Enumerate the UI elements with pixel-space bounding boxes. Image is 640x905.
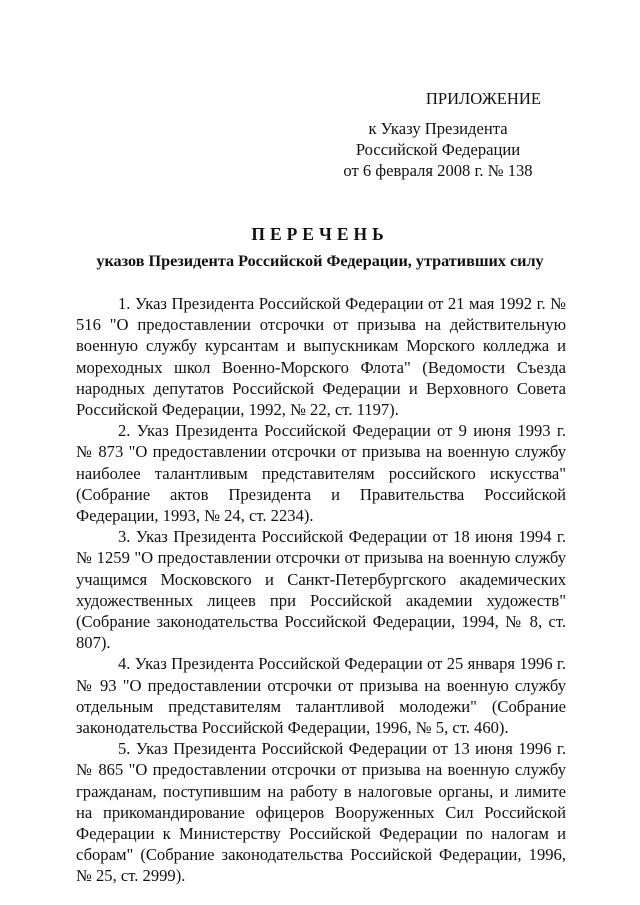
- document-subtitle: указов Президента Российской Федерации, утративших силу: [96, 252, 544, 270]
- appendix-label: ПРИЛОЖЕНИЕ: [425, 89, 541, 108]
- decree-reference-line-1: к Указу Президента: [368, 119, 508, 138]
- list-item: 2. Указ Президента Российской Федерации от 9 июня 1993 г. № 873 "О предоставлении отсрочки от призыва на военную службу наиболее талантливым представителям российского искусства" (Собрание актов Президента и Правительства Российской Федерации, 1993, № 24, ст. 2234).: [76, 421, 566, 526]
- document-title: ПЕРЕЧЕНЬ: [251, 224, 389, 244]
- decree-reference-line-2: Российской Федерации: [355, 140, 521, 159]
- list-item: 3. Указ Президента Российской Федерации от 18 июня 1994 г. № 1259 "О предоставлении отсрочки от призыва на военную службу учащимся Московского и Санкт-Петербургского академических художественных лицеев при Российской академии художеств" (Собрание законодательства Российской Федерации, 1994, № 8, ст. 807).: [76, 527, 566, 653]
- list-item: 1. Указ Президента Российской Федерации от 21 мая 1992 г. № 516 "О предоставлении отсрочки от призыва на действительную военную службу курсантам и выпускникам Морского колледжа и мореходных школ Военно-Морского Флота" (Ведомости Съезда народных депутатов Российской Федерации и Верховного Совета Российской Федерации, 1992, № 22, ст. 1197).: [76, 294, 566, 420]
- appendix-header: [318, 88, 558, 181]
- list-item: 4. Указ Президента Российской Федерации от 25 января 1996 г. № 93 "О предоставлении отсрочки от призыва на военную службу отдельным представителям талантливой молодежи" (Собрание законодательства Российской Федерации, 1996, № 5, ст. 460).: [76, 654, 566, 738]
- repealed-decrees-list: [76, 293, 566, 887]
- list-item: 5. Указ Президента Российской Федерации от 13 июня 1996 г. № 865 "О предоставлении отсрочки от призыва на военную службу гражданам, поступившим на работу в налоговые органы, и лимите на прикомандирование офицеров Вооруженных Сил Российской Федерации к Министерству Российской Федерации по налогам и сборам" (Собрание законодательства Российской Федерации, 1996, № 25, ст. 2999).: [76, 739, 566, 886]
- decree-reference-line-3: от 6 февраля 2008 г. № 138: [343, 161, 533, 180]
